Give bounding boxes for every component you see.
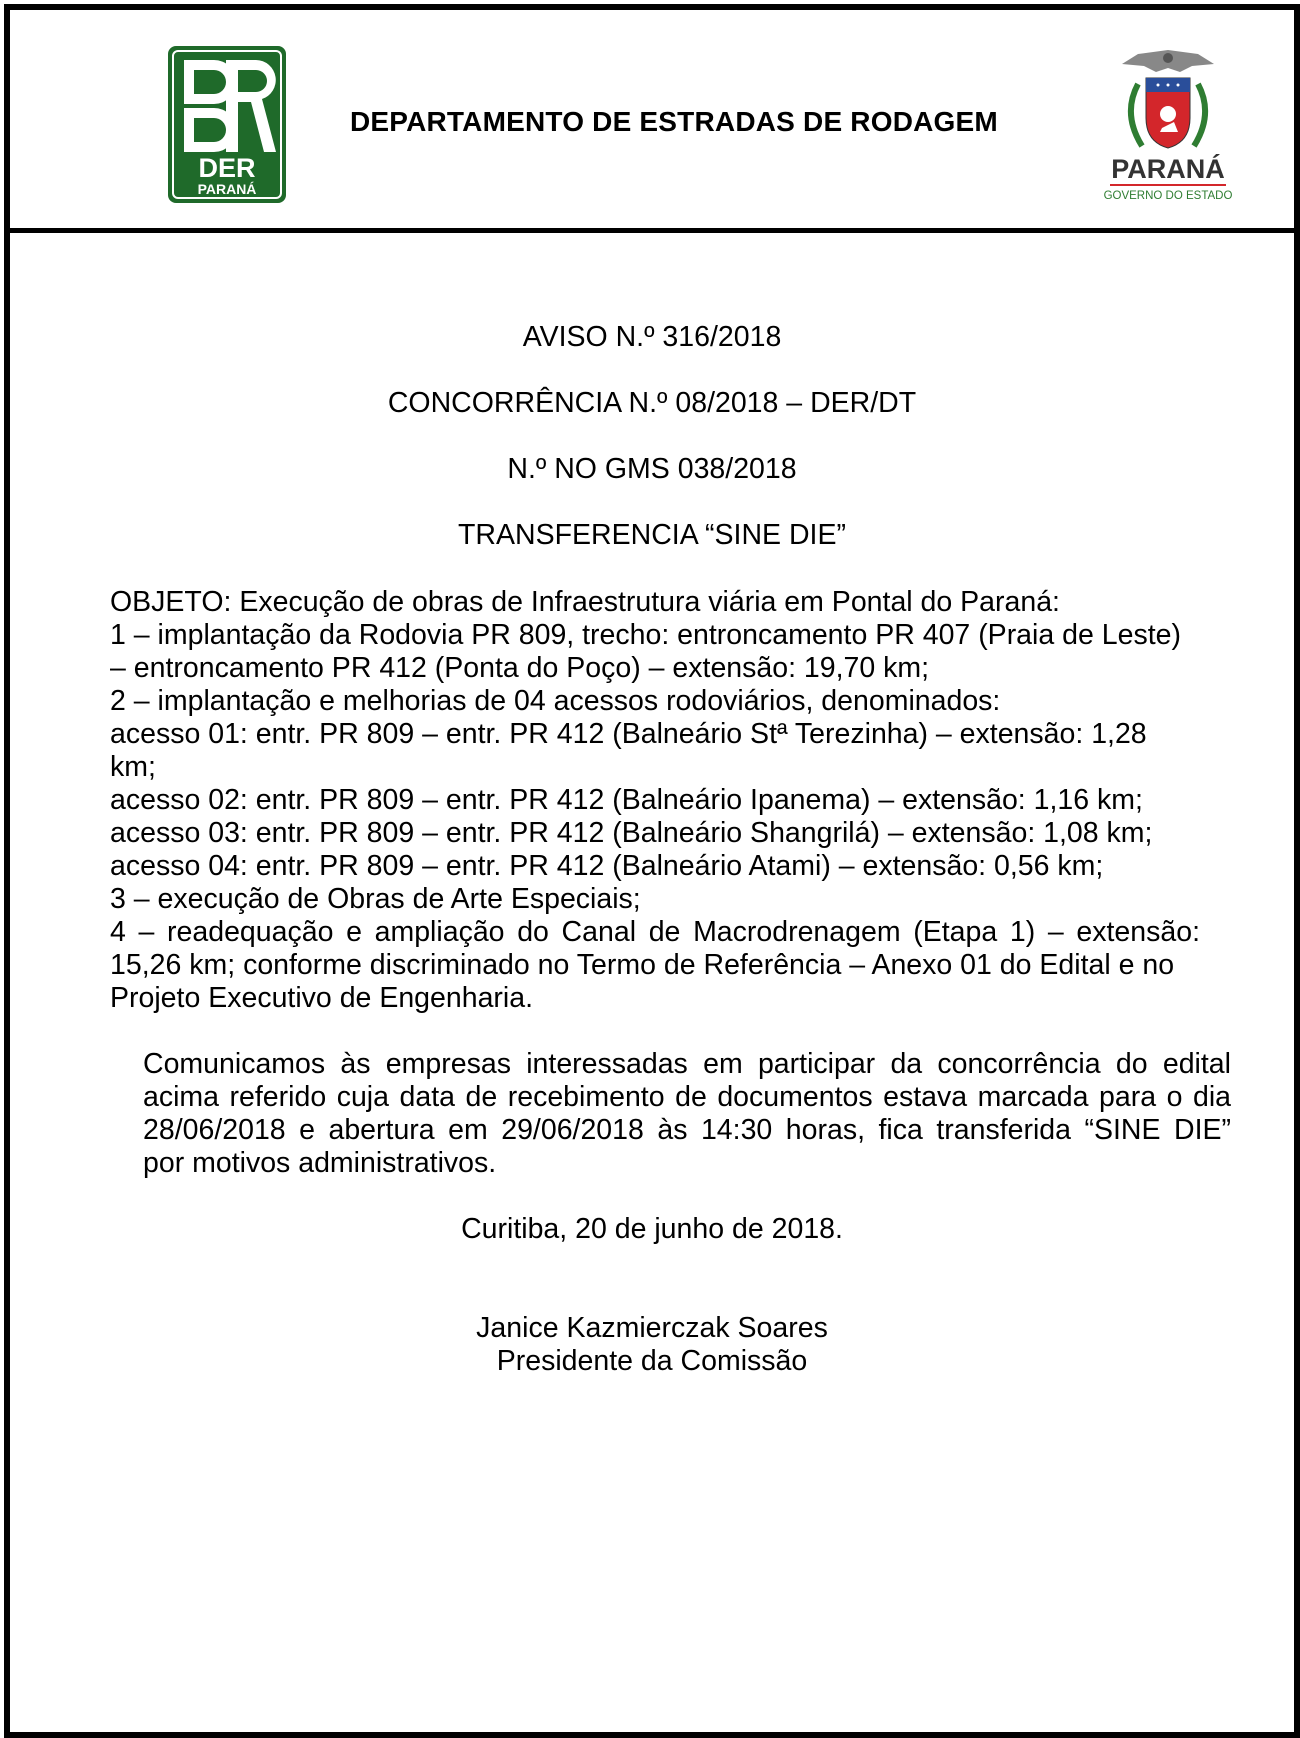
parana-government-logo: [1098, 44, 1238, 204]
aviso-heading: AVISO N.º 316/2018: [522, 321, 782, 353]
date-line: Curitiba, 20 de junho de 2018.: [461, 1213, 843, 1245]
objeto-line: 3 – execução de Obras de Arte Especiais;: [110, 883, 641, 915]
department-title: DEPARTAMENTO DE ESTRADAS DE RODAGEM: [350, 106, 998, 137]
objeto-line: 2 – implantação e melhorias de 04 acessos rodoviários, denominados:: [110, 685, 1001, 717]
objeto-line: acesso 02: entr. PR 809 – entr. PR 412 (Balneário Ipanema) – extensão: 1,16 km;: [110, 784, 1143, 816]
objeto-line: 15,26 km; conforme discriminado no Termo de Referência – Anexo 01 do Edital e no: [110, 949, 1175, 981]
concorrencia-heading: CONCORRÊNCIA N.º 08/2018 – DER/DT: [387, 387, 917, 419]
der-logo-subtext: PARANÁ: [197, 181, 257, 197]
body-paragraph-line: 28/06/2018 e abertura em 29/06/2018 às 14:30 horas, fica transferida “SINE DIE”: [143, 1114, 1231, 1146]
signature-role: Presidente da Comissão: [496, 1345, 808, 1377]
objeto-line: – entroncamento PR 412 (Ponta do Poço) – extensão: 19,70 km;: [110, 652, 930, 684]
body-paragraph-line: acima referido cuja data de recebimento de documentos estava marcada para o dia: [143, 1081, 1231, 1113]
gms-heading: N.º NO GMS 038/2018: [507, 453, 797, 485]
document-frame: [4, 4, 1300, 1738]
parana-logo-text: PARANÁ: [1111, 154, 1225, 184]
objeto-line: km;: [110, 751, 156, 783]
objeto-line: 1 – implantação da Rodovia PR 809, trecho: entroncamento PR 407 (Praia de Leste): [110, 619, 1181, 651]
objeto-line: 4 – readequação e ampliação do Canal de Macrodrenagem (Etapa 1) – extensão:: [110, 916, 1200, 948]
body-paragraph-line: Comunicamos às empresas interessadas em participar da concorrência do edital: [143, 1048, 1231, 1080]
objeto-line: acesso 03: entr. PR 809 – entr. PR 412 (Balneário Shangrilá) – extensão: 1,08 km;: [110, 817, 1153, 849]
objeto-line: Projeto Executivo de Engenharia.: [110, 982, 534, 1014]
body-paragraph-line: por motivos administrativos.: [143, 1147, 497, 1179]
der-logo-text: DER: [198, 153, 256, 183]
transferencia-heading: TRANSFERENCIA “SINE DIE”: [458, 519, 846, 551]
objeto-line: acesso 01: entr. PR 809 – entr. PR 412 (Balneário Stª Terezinha) – extensão: 1,28: [110, 718, 1147, 750]
objeto-line: acesso 04: entr. PR 809 – entr. PR 412 (Balneário Atami) – extensão: 0,56 km;: [110, 850, 1104, 882]
document-header: [10, 10, 1294, 233]
signature-name: Janice Kazmierczak Soares: [476, 1312, 828, 1344]
der-parana-logo: [168, 46, 286, 203]
objeto-line: OBJETO: Execução de obras de Infraestrutura viária em Pontal do Paraná:: [110, 586, 1060, 618]
parana-logo-subtext: GOVERNO DO ESTADO: [1103, 190, 1233, 202]
